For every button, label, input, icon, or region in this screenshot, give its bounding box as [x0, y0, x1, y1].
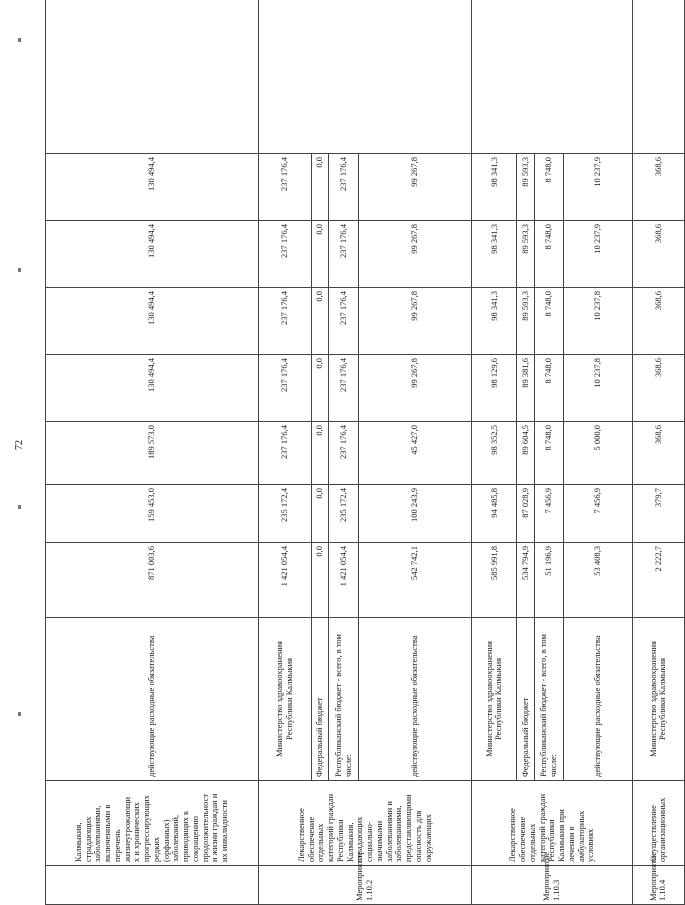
source-cell: Федеральный бюджет [517, 618, 534, 781]
value-cell: 53 408,3 [564, 543, 633, 618]
value-cell: 368,6 [632, 422, 684, 485]
value-cell: 7 456,9 [534, 485, 564, 543]
measure-name-cell [632, 781, 684, 866]
value-cell: 0,0 [311, 485, 328, 543]
value-cell: 99 267,8 [358, 221, 471, 288]
value-cell: 89 604,5 [517, 422, 534, 485]
value-cell: 379,7 [632, 485, 684, 543]
value-cell: 237 176,4 [258, 422, 311, 485]
value-cell: 0,0 [311, 288, 328, 355]
value-cell: 89 593,3 [517, 288, 534, 355]
budget-table [45, 0, 685, 905]
value-cell: 8 748,0 [534, 221, 564, 288]
value-cell: 1 421 054,4 [258, 543, 311, 618]
scan-mark [18, 505, 21, 509]
table-row [472, 0, 517, 905]
value-cell: 235 172,4 [329, 485, 359, 543]
value-cell: 89 593,3 [517, 221, 534, 288]
value-cell: 130 494,4 [46, 288, 259, 355]
value-cell: 237 176,4 [258, 355, 311, 422]
source-cell: действующие расходные обязательства [564, 618, 633, 781]
value-cell: 237 176,4 [329, 288, 359, 355]
measure-name-cell [46, 781, 259, 866]
value-cell: 585 991,8 [472, 543, 517, 618]
scan-mark [18, 268, 21, 272]
scan-mark [18, 712, 21, 716]
value-cell: 130 494,4 [46, 154, 259, 221]
measure-name: Осуществление организационных [647, 797, 668, 862]
page-number: 72 [14, 440, 25, 450]
value-cell: 10 237,9 [564, 221, 633, 288]
value-cell: 534 794,9 [517, 543, 534, 618]
value-cell: 237 176,4 [258, 221, 311, 288]
value-cell: 237 176,4 [329, 422, 359, 485]
value-cell: 368,6 [632, 154, 684, 221]
value-cell: 0,0 [311, 422, 328, 485]
empty-cell [46, 0, 259, 154]
source-cell: Республиканский бюджет - всего, в том числе: [329, 618, 359, 781]
value-cell: 98 129,6 [472, 355, 517, 422]
empty-cell [632, 0, 684, 154]
value-cell: 368,6 [632, 221, 684, 288]
value-cell: 5 000,0 [564, 422, 633, 485]
value-cell: 10 237,9 [564, 154, 633, 221]
measure-id-cell: Мероприятие 1.10.2 [258, 866, 472, 905]
source-cell: Министерство здравоохранения Республики Калмыкия [258, 618, 311, 781]
value-cell: 130 494,4 [46, 355, 259, 422]
empty-cell [472, 0, 632, 154]
source-cell: действующие расходные обязательства [358, 618, 471, 781]
value-cell: 237 176,4 [329, 154, 359, 221]
measure-name: Лекарственное обеспечение отдельных категорий граждан Республики Калмыкия, страдающих социально- значимыми заболеваниями и заболеваниями, представляющими опасность для окружающих [295, 793, 433, 862]
value-cell: 235 172,4 [258, 485, 311, 543]
measure-id-cell: Мероприятие 1.10.4 [632, 866, 684, 905]
table-row [258, 0, 311, 905]
value-cell: 89 381,6 [517, 355, 534, 422]
value-cell: 8 748,0 [534, 422, 564, 485]
source-cell: действующие расходные обязательства [46, 618, 259, 781]
value-cell: 542 742,1 [358, 543, 471, 618]
value-cell: 189 573,0 [46, 422, 259, 485]
source-cell: Республиканский бюджет - всего, в том числе: [534, 618, 564, 781]
value-cell: 0,0 [311, 543, 328, 618]
value-cell: 98 352,5 [472, 422, 517, 485]
value-cell: 100 243,9 [358, 485, 471, 543]
value-cell: 87 028,9 [517, 485, 534, 543]
value-cell: 0,0 [311, 154, 328, 221]
value-cell: 7 456,9 [564, 485, 633, 543]
value-cell: 99 267,8 [358, 154, 471, 221]
scan-mark [18, 38, 21, 42]
source-cell: Федеральный бюджет [311, 618, 328, 781]
value-cell: 10 237,8 [564, 288, 633, 355]
value-cell: 368,6 [632, 288, 684, 355]
value-cell: 94 485,8 [472, 485, 517, 543]
measure-name-cell [472, 781, 632, 866]
measure-name-cell [258, 781, 472, 866]
value-cell: 98 341,3 [472, 288, 517, 355]
source-cell: Министерство здравоохранения Республики Калмыкия [632, 618, 684, 781]
value-cell: 8 748,0 [534, 288, 564, 355]
value-cell: 368,6 [632, 355, 684, 422]
value-cell: 98 341,3 [472, 221, 517, 288]
measure-cell [46, 866, 259, 905]
value-cell: 98 341,3 [472, 154, 517, 221]
value-cell: 1 421 054,4 [329, 543, 359, 618]
value-cell: 871 003,6 [46, 543, 259, 618]
value-cell: 237 176,4 [329, 355, 359, 422]
table-row [632, 0, 684, 905]
measure-name: Лекарственное обеспечение отдельных категорий граждан Республики Калмыкия при лечении в амбулаторных условиях [507, 793, 596, 862]
value-cell: 237 176,4 [258, 288, 311, 355]
value-cell: 8 748,0 [534, 154, 564, 221]
value-cell: 99 267,8 [358, 288, 471, 355]
value-cell: 237 176,4 [258, 154, 311, 221]
table-row [46, 0, 259, 905]
value-cell: 51 196,9 [534, 543, 564, 618]
value-cell: 0,0 [311, 355, 328, 422]
value-cell: 159 453,0 [46, 485, 259, 543]
value-cell: 89 593,3 [517, 154, 534, 221]
value-cell: 10 237,8 [564, 355, 633, 422]
value-cell: 237 176,4 [329, 221, 359, 288]
value-cell: 2 222,7 [632, 543, 684, 618]
value-cell: 99 267,8 [358, 355, 471, 422]
empty-cell [258, 0, 472, 154]
value-cell: 8 748,0 [534, 355, 564, 422]
value-cell: 0,0 [311, 221, 328, 288]
measure-id-cell: Мероприятие 1.10.3 [472, 866, 632, 905]
source-cell: Министерство здравоохранения Республики Калмыкия [472, 618, 517, 781]
measure-name: Калмыкия, страдающих заболеваниями, включенными в перечень жизнеугрожающи х и хронических прогрессирующих редких (орфанных) заболеваний, приводящих к сокращению продолжительност и жизни граждан и их инвалидности [72, 793, 230, 862]
value-cell: 130 494,4 [46, 221, 259, 288]
value-cell: 45 427,0 [358, 422, 471, 485]
